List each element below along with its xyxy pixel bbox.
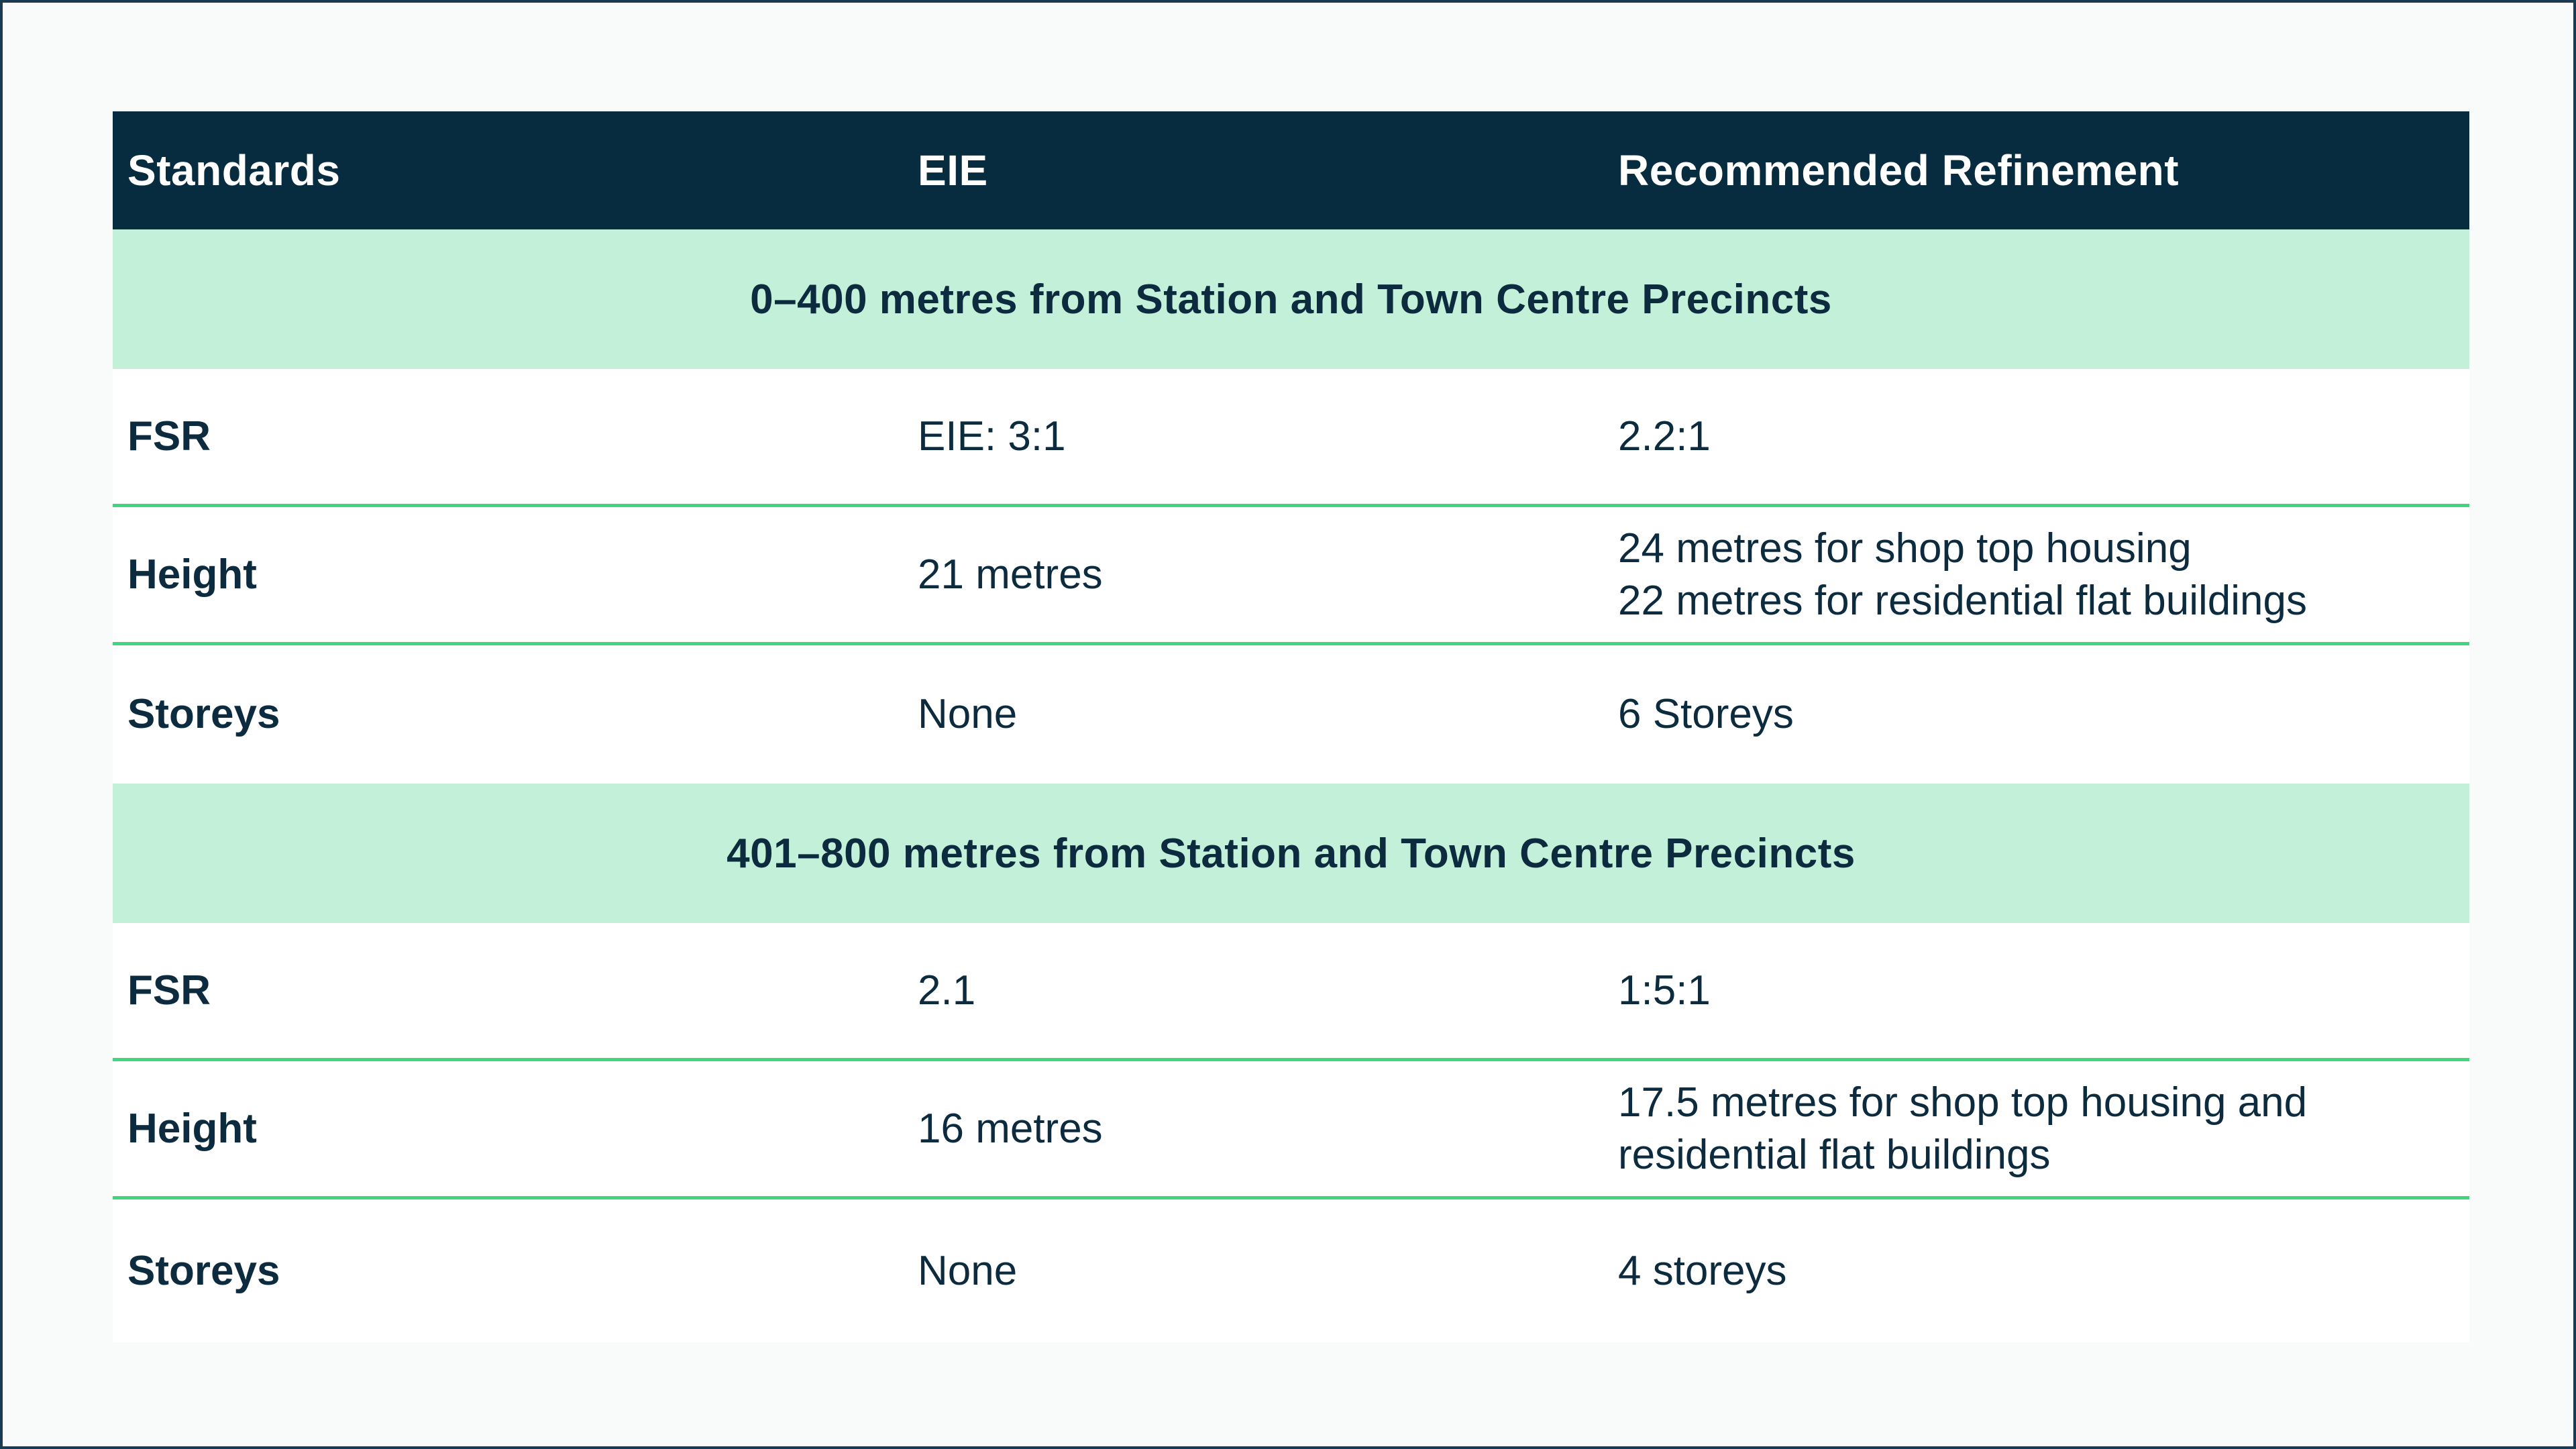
row-label: FSR <box>127 967 211 1014</box>
row-label: Storeys <box>127 1247 280 1294</box>
table-row-height-2 <box>113 1061 2469 1199</box>
row-label: Storeys <box>127 691 280 737</box>
table-row-fsr-1 <box>113 369 2469 507</box>
refinement-line: 24 metres for shop top housing <box>1618 525 2192 572</box>
refinement-value <box>1603 645 2469 784</box>
eie-value: EIE: 3:1 <box>918 413 1066 460</box>
column-header-recommended-refinement: Recommended Refinement <box>1618 146 2180 195</box>
refinement-line: 17.5 metres for shop top housing and <box>1618 1079 2308 1126</box>
refinement-value <box>1603 507 2469 642</box>
eie-value: 16 metres <box>918 1105 1103 1152</box>
eie-value: 21 metres <box>918 551 1103 598</box>
standards-table <box>113 111 2469 1342</box>
refinement-line: residential flat buildings <box>1618 1131 2051 1178</box>
table-row-height-1 <box>113 507 2469 645</box>
refinement-value <box>1603 369 2469 504</box>
section-band-0-400: 0–400 metres from Station and Town Centre Precincts <box>113 229 2469 369</box>
row-label: Height <box>127 551 257 598</box>
eie-value: None <box>918 1247 1018 1294</box>
refinement-value <box>1603 1061 2469 1196</box>
refinement-line: 1:5:1 <box>1618 967 1711 1014</box>
row-label: FSR <box>127 413 211 460</box>
table-row-storeys-2 <box>113 1199 2469 1342</box>
refinement-value <box>1603 1199 2469 1342</box>
table-row-storeys-1 <box>113 645 2469 784</box>
refinement-line: 6 Storeys <box>1618 691 1794 737</box>
eie-value: None <box>918 691 1018 737</box>
column-header-standards: Standards <box>127 146 341 195</box>
refinement-line: 22 metres for residential flat buildings <box>1618 577 2307 624</box>
refinement-value <box>1603 923 2469 1058</box>
row-label: Height <box>127 1105 257 1152</box>
table-header-row <box>113 111 2469 229</box>
section-band-401-800: 401–800 metres from Station and Town Centre Precincts <box>113 784 2469 923</box>
column-header-eie: EIE <box>918 146 988 195</box>
table-row-fsr-2 <box>113 923 2469 1061</box>
refinement-line: 4 storeys <box>1618 1247 1787 1294</box>
refinement-line: 2.2:1 <box>1618 413 1711 460</box>
eie-value: 2.1 <box>918 967 976 1014</box>
